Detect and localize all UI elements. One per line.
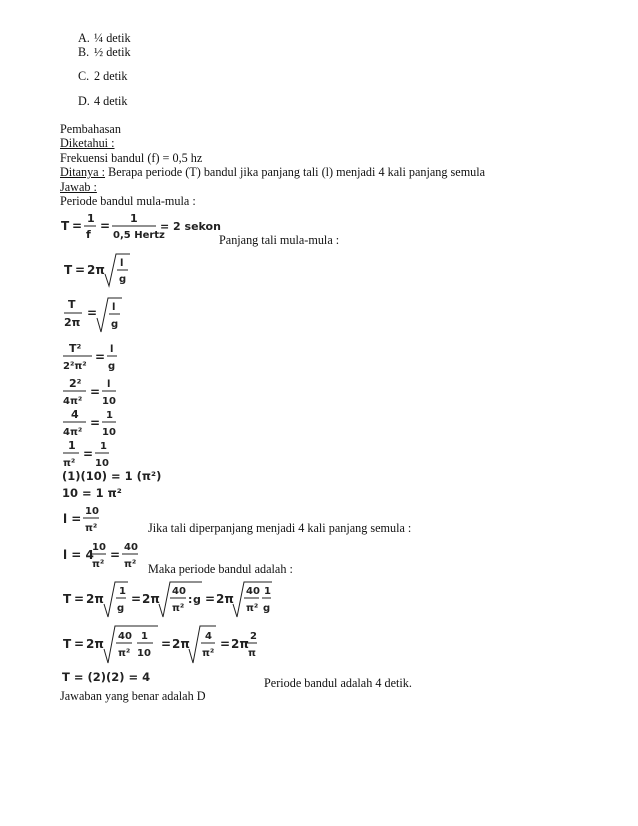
eq-denominator: 10 [102,427,116,438]
jawab-label: Jawab : [60,180,97,194]
eq-numerator: 1 [68,439,76,452]
eq-denominator: π² [85,523,98,534]
eq-denominator: 4π² [63,427,83,438]
equation-svg [60,252,140,290]
eq-denominator: π² [92,559,105,570]
eq-numerator: l [120,258,124,269]
eq-numerator: 1 [119,586,126,597]
option-text: 2 detik [94,69,128,83]
eq-numerator: 1 [130,212,138,225]
eq-numerator: 4 [205,631,212,642]
periode-baru-label: Maka periode bandul adalah : [148,562,293,576]
jawaban-line: Jawaban yang benar adalah D [60,689,206,703]
eq-numerator: 2² [69,377,82,390]
equation-svg [60,624,260,666]
eq-denominator: π² [124,559,137,570]
eq-equals: = [74,637,85,651]
equation-step-3 [60,375,140,409]
eq-numerator: 4 [71,408,79,421]
eq-equals: = [110,548,121,562]
eq-denominator: g [108,361,116,372]
equation-step-5 [60,437,140,471]
eq-numerator: 10 [92,542,106,553]
eq-equals: = [220,637,231,651]
eq-numerator: 40 [118,631,132,642]
eq-equals: = [83,447,94,461]
equation-step-6: (1)(10) = 1 (π²) [62,469,162,483]
eq-denominator: 10 [137,648,151,659]
eq-denominator: g [111,319,119,330]
option-text: ½ detik [94,45,131,59]
eq-equals: = [72,219,83,233]
eq-denominator: π [248,648,256,659]
equation-svg [60,210,220,244]
equation-panjang-baru [60,538,150,572]
eq-equals: = [205,592,216,606]
eq-numerator: 2 [250,631,257,642]
option-d [78,94,128,108]
eq-symbol: l = [63,512,82,526]
eq-denominator: π² [246,603,259,614]
eq-symbol: T [63,637,72,651]
sqrt-sign [97,298,122,332]
eq-numerator: l [107,379,111,390]
eq-denominator: π² [202,648,215,659]
eq-equals: = [75,263,86,277]
eq-symbol: 2π [142,592,160,606]
eq-denominator: 2π [64,316,81,329]
eq-symbol: 2π [172,637,190,651]
panjang-awal-label: Panjang tali mula-mula : [219,233,340,247]
eq-numerator: 40 [172,586,186,597]
eq-denominator: 10 [95,458,109,469]
option-c [78,69,128,83]
panjang-baru-label: Jika tali diperpanjang menjadi 4 kali panjang semula : [148,521,412,535]
option-letter: A. [78,31,90,45]
ditanya-text: Berapa periode (T) bandul jika panjang tali (l) menjadi 4 kali panjang semula [105,165,486,179]
eq-symbol: 2π [231,637,249,651]
eq-operator: : [188,593,193,606]
equation-svg [60,375,140,409]
eq-denominator: π² [118,648,131,659]
eq-symbol: 2π [86,592,104,606]
ditanya-line [60,165,485,179]
equation-step-2 [60,340,140,374]
option-text: ¼ detik [94,31,131,45]
eq-numerator: 40 [124,542,138,553]
equation-svg [60,406,140,440]
eq-equals: = [131,592,142,606]
eq-symbol: T [64,263,73,277]
eq-symbol: l = 4 [63,548,94,562]
eq-numerator: l [110,344,114,355]
eq-numerator: 40 [246,586,260,597]
eq-denominator: 2²π² [63,361,87,372]
equation-periode-awal [60,210,220,244]
eq-numerator: 10 [85,506,99,517]
eq-denominator: g [263,603,271,614]
eq-symbol: 2π [86,637,104,651]
eq-denominator: π² [63,458,76,469]
eq-equals: = [74,592,85,606]
eq-numerator: T² [69,342,82,355]
eq-equals: = [95,350,106,364]
option-b [78,45,131,59]
equation-hasil: T = (2)(2) = 4 [62,670,151,684]
eq-equals: = [87,306,98,320]
equation-svg [60,437,140,471]
eq-denominator: g [119,274,127,285]
eq-denominator: f [86,228,91,241]
periode-awal-label: Periode bandul mula-mula : [60,194,196,208]
eq-symbol: g [193,593,201,606]
equation-rumus-periode [60,252,140,290]
eq-numerator: l [112,302,116,313]
pembahasan-heading: Pembahasan [60,122,121,136]
equation-step-4 [60,406,140,440]
option-letter: D. [78,94,90,108]
eq-denominator: g [117,603,125,614]
eq-numerator: 1 [264,586,271,597]
equation-svg [60,340,140,374]
eq-symbol: T [61,219,70,233]
equation-panjang-awal [60,502,130,536]
eq-denominator: π² [172,603,185,614]
eq-denominator: 10 [102,396,116,407]
equation-step-1 [60,296,140,336]
equation-svg [60,502,130,536]
eq-equals: = [100,219,111,233]
option-text: 4 detik [94,94,128,108]
eq-equals: = [161,637,172,651]
eq-numerator: 1 [87,212,95,225]
eq-numerator: 1 [100,441,107,452]
equation-periode-baru-1 [60,580,280,620]
eq-numerator: T [68,298,76,311]
equation-svg [60,538,150,572]
frekuensi-line: Frekuensi bandul (f) = 0,5 hz [60,151,203,165]
hasil-label: Periode bandul adalah 4 detik. [264,676,412,690]
equation-svg [60,296,140,336]
eq-denominator: 0,5 Hertz [113,230,165,241]
eq-numerator: 1 [106,410,113,421]
eq-symbol: T [63,592,72,606]
eq-symbol: 2π [216,592,234,606]
equation-periode-baru-2 [60,624,260,666]
eq-denominator: 4π² [63,396,83,407]
equation-step-7: 10 = 1 π² [62,486,122,500]
diketahui-label: Diketahui : [60,136,115,150]
option-letter: C. [78,69,90,83]
equation-svg [60,580,280,620]
ditanya-label: Ditanya : [60,165,106,179]
eq-numerator: 1 [141,631,148,642]
option-a [78,31,131,45]
eq-equals: = [90,416,101,430]
eq-result: = 2 sekon [160,220,221,233]
option-letter: B. [78,45,90,59]
eq-symbol: 2π [87,263,105,277]
eq-equals: = [90,385,101,399]
